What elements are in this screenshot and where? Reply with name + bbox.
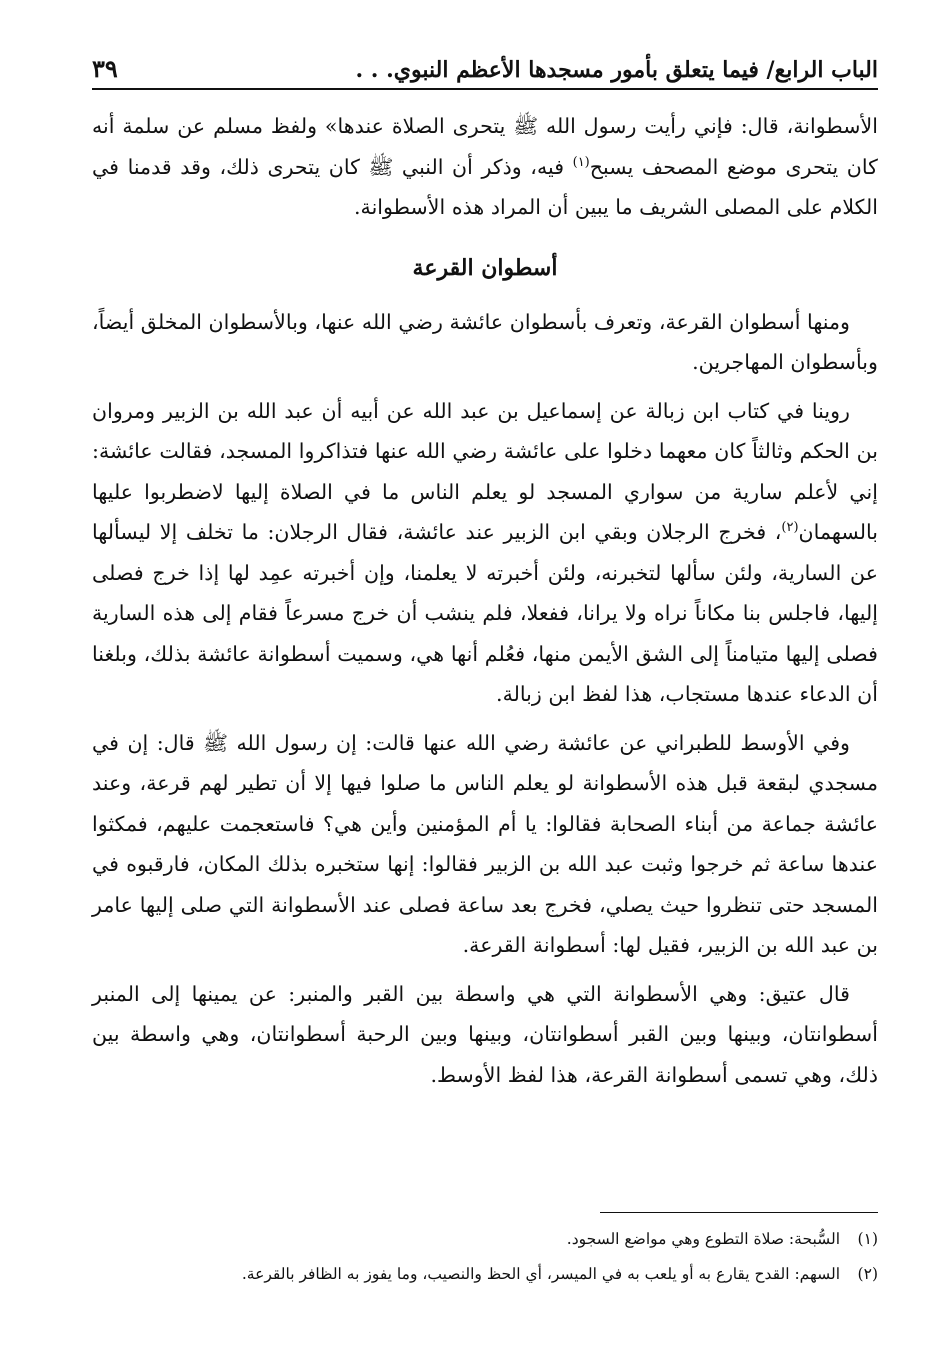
footnote-2-text: السهم: القدح يقارع به أو يلعب به في الميسر، أي الحظ والنصيب، وما يفوز به الظافر بالقرعة. <box>241 1265 840 1283</box>
footnote-2-number: (٢) <box>857 1265 878 1283</box>
footnote-1-text: السُّبحة: صلاة التطوع وهي مواضع السجود. <box>566 1230 840 1248</box>
page-header <box>92 40 878 90</box>
footnote-1-number: (١) <box>857 1230 878 1248</box>
footnote-ref-1: (١) <box>572 154 590 170</box>
paragraph-1-part-a: الأسطوانة، قال: فإني رأيت رسول الله ﷺ يتحرى الصلاة عندها» ولفظ مسلم عن سلمة أنه كان يتحرى موضع المصحف يسبح <box>92 114 878 179</box>
paragraph-1-part-b: فيه، وذكر أن النبي ﷺ كان يتحرى ذلك، وقد قدمنا في الكلام على المصلى الشريف ما يبين أن المراد هذه الأسطوانة. <box>92 154 878 219</box>
paragraph-2: ومنها أسطوان القرعة، وتعرف بأسطوان عائشة رضي الله عنها، وبالأسطوان المخلق أيضاً، وبأسطوان المهاجرين. <box>92 309 878 374</box>
main-text <box>92 106 878 1095</box>
paragraph-5: قال عتيق: وهي الأسطوانة التي هي واسطة بين القبر والمنبر: عن يمينها إلى المنبر أسطوانتان، وبينها وبين القبر أسطوانتان، وبينها وبين الرحبة أسطوانتان، وهي واسطة بين ذلك، وهي تسمى أسطوانة القرعة، هذا لفظ الأوسط. <box>92 981 878 1087</box>
paragraph-3-part-a: روينا في كتاب ابن زبالة عن إسماعيل بن عبد الله عن أبيه أن عبد الله بن الزبير ومروان بن الحكم وثالثاً كان معهما دخلوا على عائشة رضي الله عنها فتذاكروا المسجد، فقالت عائشة: إني لأعلم سارية من سواري المسجد لو يعلم الناس ما في الصلاة إليها لاضطربوا عليها بالسهمان <box>92 398 878 544</box>
page-number: ٣٩ <box>92 54 118 83</box>
footnote-ref-2: (٢) <box>781 520 799 536</box>
footnotes <box>92 1222 878 1292</box>
footnote-divider <box>600 1212 878 1213</box>
footnote-2 <box>92 1257 878 1292</box>
paragraph-1 <box>92 106 878 228</box>
paragraph-4: وفي الأوسط للطبراني عن عائشة رضي الله عنها قالت: إن رسول الله ﷺ قال: إن في مسجدي لبقعة قبل هذه الأسطوانة لو يعلم الناس ما صلوا فيها إلا أن تطير لهم قرعة، وعند عائشة جماعة من أبناء الصحابة فقالوا: يا أم المؤمنين وأين هي؟ فاستعجمت عليهم، فمكثوا عندها ساعة ثم خرجوا وثبت عبد الله بن الزبير فقالوا: إنها ستخبره بذلك المكان، فارقبوه في المسجد حتى تنظروا حيث يصلي، فخرج بعد ساعة فصلى عند الأسطوانة التي صلى إليها عامر بن عبد الله بن الزبير، فقيل لها: أسطوانة القرعة. <box>92 730 878 957</box>
footnote-1 <box>92 1222 878 1257</box>
paragraph-3-part-b: ، فخرج الرجلان وبقي ابن الزبير عند عائشة، فقال الرجلان: ما تخلف إلا ليسألها عن السارية، ولئن سألها لتخبرنه، ولئن أخبرته لا يعلمنا، وإن أخبرته عمِد لها إذا خرج فصلى إليها، فاجلس بنا مكاناً نراه ولا يرانا، ففعلا، فلم ينشب أن خرج مسرعاً فقام إلى هذه السارية فصلى إليها متيامناً إلى الشق الأيمن منها، فعُلم أنها هي، وسميت أسطوانة عائشة بذلك، وبلغنا أن الدعاء عندها مستجاب، هذا لفظ ابن زبالة. <box>92 520 878 706</box>
paragraph-3 <box>92 391 878 715</box>
running-head: الباب الرابع/ فيما يتعلق بأمور مسجدها الأعظم النبوي. . . <box>355 57 878 83</box>
section-title: أسطوان القرعة <box>412 254 558 281</box>
